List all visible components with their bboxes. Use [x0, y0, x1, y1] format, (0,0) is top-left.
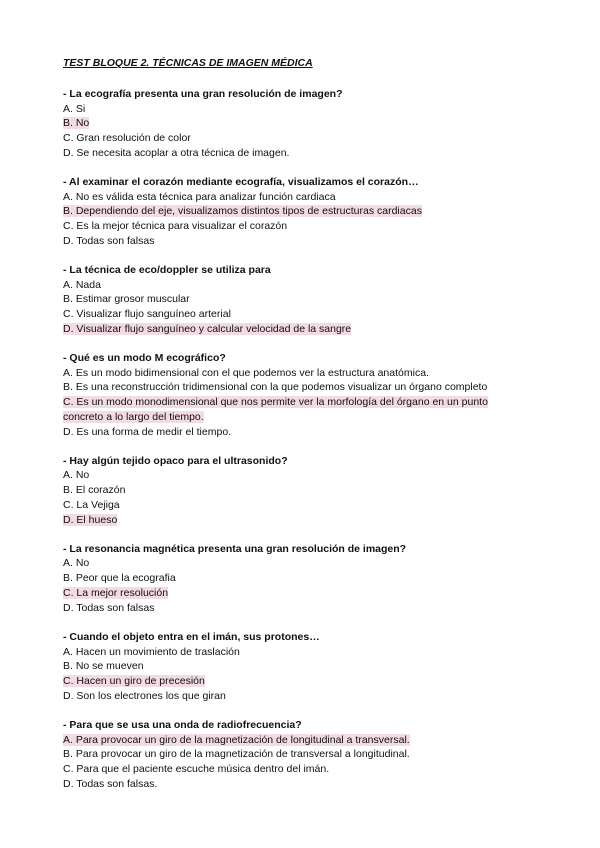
answer-option-highlighted: B. Dependiendo del eje, visualizamos distintos tipos de estructuras cardiacas	[63, 205, 422, 218]
answer-option-line	[63, 102, 523, 117]
answer-option-line	[63, 116, 523, 131]
answer-option: B. No se mueven	[63, 660, 144, 673]
answer-option: C. Es la mejor técnica para visualizar el corazón	[63, 220, 288, 233]
answer-option: B. Estimar grosor muscular	[63, 293, 190, 306]
answer-option: D. Todas son falsas	[63, 234, 155, 247]
answer-option: D. Todas son falsas	[63, 601, 155, 614]
answer-option-highlighted: C. Hacen un giro de precesión	[63, 674, 205, 687]
answer-option-highlighted: A. Para provocar un giro de la magnetización de longitudinal a transversal.	[63, 733, 410, 746]
answer-option-line	[63, 307, 523, 322]
answer-option-line	[63, 674, 523, 689]
page-title: TEST BLOQUE 2. TÉCNICAS DE IMAGEN MÉDICA	[63, 57, 313, 69]
answer-option: A. Hacen un movimiento de traslación	[63, 645, 240, 658]
answer-option: A. Nada	[63, 278, 101, 291]
answer-option-line	[63, 556, 523, 571]
question-block	[63, 542, 523, 616]
answer-option: C. Visualizar flujo sanguíneo arterial	[63, 308, 231, 321]
answer-option: D. Son los electrones los que giran	[63, 689, 226, 702]
answer-option-line	[63, 395, 523, 424]
answer-option-line	[63, 278, 523, 293]
question-text: - La ecografía presenta una gran resolución de imagen?	[63, 88, 343, 100]
document-page	[63, 56, 523, 806]
answer-option: D. Es una forma de medir el tiempo.	[63, 425, 232, 438]
answer-option: D. Todas son falsas.	[63, 777, 158, 790]
answer-option-line	[63, 513, 523, 528]
question-block	[63, 87, 523, 161]
answer-option-highlighted: C. La mejor resolución	[63, 586, 169, 599]
question-text: - Al examinar el corazón mediante ecografía, visualizamos el corazón…	[63, 176, 419, 189]
answer-option-line	[63, 777, 523, 792]
answer-option-highlighted: B. No	[63, 117, 90, 130]
answer-option-highlighted: C. Es un modo monodimensional que nos permite ver la morfología del órgano en un punto concreto a lo largo del tiempo.	[63, 396, 488, 423]
question-text: - Para que se usa una onda de radiofrecuencia?	[63, 718, 302, 731]
question-text: - Hay algún tejido opaco para el ultrasonido?	[63, 454, 288, 467]
answer-option-line	[63, 571, 523, 586]
answer-option-line	[63, 586, 523, 601]
answer-option: A. Es un modo bidimensional con el que podemos ver la estructura anatómica.	[63, 366, 429, 379]
answer-option: A. No es válida esta técnica para analizar función cardiaca	[63, 190, 336, 203]
question-block	[63, 630, 523, 704]
answer-option: A. No	[63, 557, 90, 570]
answer-option-line	[63, 659, 523, 674]
answer-option: C. La Vejiga	[63, 498, 120, 511]
answer-option-line	[63, 322, 523, 337]
answer-option: B. Es una reconstrucción tridimensional con la que podemos visualizar un órgano completo	[63, 381, 488, 394]
answer-option-line	[63, 468, 523, 483]
answer-option-line	[63, 380, 523, 395]
question-text: - Qué es un modo M ecográfico?	[63, 352, 226, 365]
question-block	[63, 718, 523, 792]
answer-option-line	[63, 190, 523, 205]
answer-option-line	[63, 425, 523, 440]
answer-option-line	[63, 131, 523, 146]
question-block	[63, 351, 523, 439]
answer-option-line	[63, 292, 523, 307]
answer-option-line	[63, 219, 523, 234]
answer-option-line	[63, 689, 523, 704]
question-text: - Cuando el objeto entra en el imán, sus protones…	[63, 630, 320, 643]
answer-option-highlighted: D. El hueso	[63, 513, 118, 526]
answer-option: D. Se necesita acoplar a otra técnica de imagen.	[63, 146, 290, 159]
answer-option-highlighted: D. Visualizar flujo sanguíneo y calcular velocidad de la sangre	[63, 322, 352, 335]
answer-option-line	[63, 204, 523, 219]
answer-option: B. Peor que la ecografia	[63, 572, 176, 585]
answer-option-line	[63, 234, 523, 249]
question-list	[63, 87, 523, 791]
answer-option-line	[63, 483, 523, 498]
answer-option-line	[63, 733, 523, 748]
question-block	[63, 454, 523, 528]
answer-option-line	[63, 747, 523, 762]
answer-option-line	[63, 498, 523, 513]
answer-option-line	[63, 366, 523, 381]
question-block	[63, 263, 523, 337]
answer-option: B. Para provocar un giro de la magnetización de transversal a longitudinal.	[63, 748, 410, 761]
question-block	[63, 175, 523, 249]
answer-option-line	[63, 601, 523, 616]
answer-option-line	[63, 146, 523, 161]
question-text: - La técnica de eco/doppler se utiliza para	[63, 264, 271, 277]
answer-option: C. Para que el paciente escuche música dentro del imán.	[63, 762, 330, 775]
answer-option-line	[63, 762, 523, 777]
question-text: - La resonancia magnética presenta una gran resolución de imagen?	[63, 542, 407, 555]
answer-option: B. El corazón	[63, 484, 126, 497]
answer-option: A. No	[63, 469, 90, 482]
answer-option-line	[63, 645, 523, 660]
answer-option: C. Gran resolución de color	[63, 132, 191, 145]
answer-option: A. Si	[63, 102, 86, 115]
